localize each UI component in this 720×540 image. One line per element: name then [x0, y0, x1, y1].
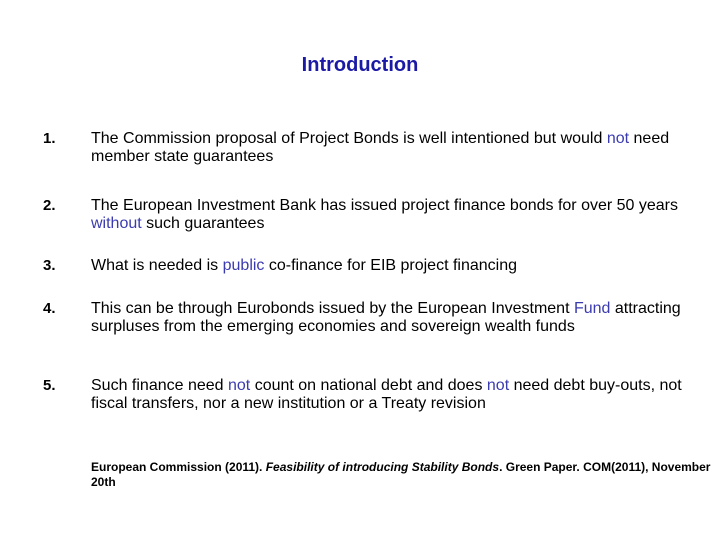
item-text: The European Investment Bank has issued project finance bonds for over 50 years without such guarantees — [91, 197, 679, 232]
item-number: 4. — [43, 300, 56, 317]
highlight-word: without — [91, 215, 142, 232]
item-text: Such finance need not count on national debt and does not need debt buy-outs, not fiscal transfers, nor a new institution or a Treaty revision — [91, 377, 682, 412]
item-number: 3. — [43, 257, 56, 274]
highlight-word: public — [222, 257, 265, 274]
item-number: 5. — [43, 377, 56, 394]
highlight-word: not — [228, 377, 251, 394]
item-number: 2. — [43, 197, 56, 214]
highlight-word: not — [486, 377, 510, 394]
slide-title: Introduction — [301, 54, 419, 76]
item-text: This can be through Eurobonds issued by the European Investment Fund attracting surpluses from the emerging economies and sovereign wealth funds — [91, 300, 681, 335]
item-text: The Commission proposal of Project Bonds is well intentioned but would not need member state guarantees — [91, 130, 670, 165]
highlight-word: Fund — [573, 300, 611, 317]
citation: European Commission (2011). Feasibility of introducing Stability Bonds. Green Paper. COM(2011), November 20th — [91, 460, 711, 489]
highlight-word: not — [606, 130, 630, 147]
item-number: 1. — [43, 130, 56, 147]
citation-title: Feasibility of introducing Stability Bonds — [265, 460, 500, 474]
item-text: What is needed is public co-finance for EIB project financing — [91, 257, 518, 274]
